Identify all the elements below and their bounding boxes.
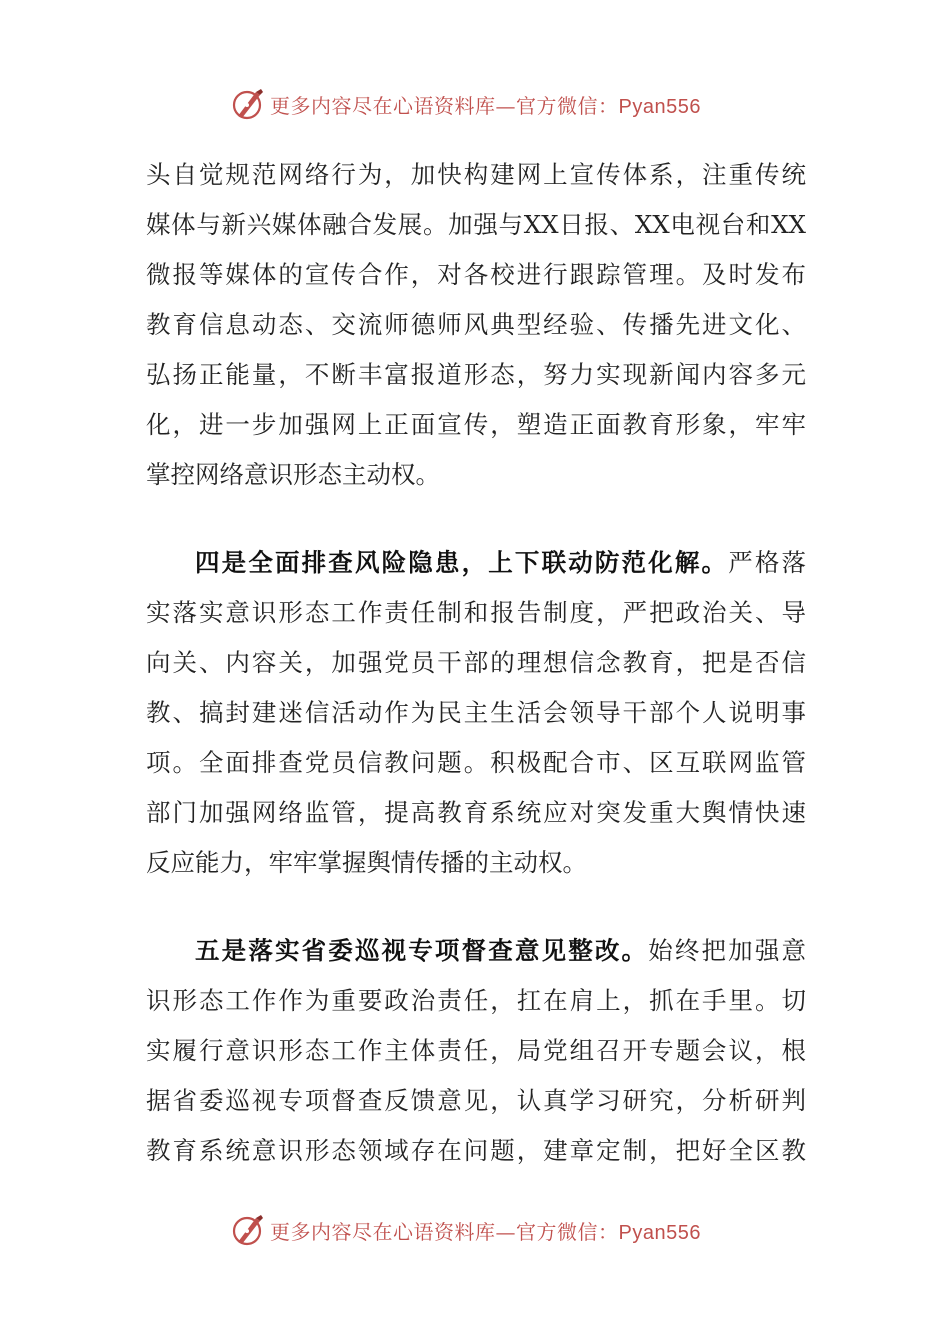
- watermark-text: 更多内容尽在心语资料库—: [270, 1219, 516, 1244]
- text-line: 教育信息动态、交流师德师风典型经验、传播先进文化、: [146, 310, 806, 339]
- text-line: 反应能力，牢牢掌握舆情传播的主动权。: [146, 848, 587, 877]
- text-line: 弘扬正能量，不断丰富报道形态，努力实现新闻内容多元: [146, 360, 806, 389]
- text-line: 掌控网络意识形态主动权。: [146, 460, 440, 489]
- watermark-wechat: 官方微信：Pyan556: [516, 95, 701, 118]
- paragraph-heading: 五是落实省委巡视专项督查意见整改。: [195, 936, 649, 965]
- text-line: 据省委巡视专项督查反馈意见，认真学习研究，分析研判: [146, 1086, 806, 1115]
- pen-nib-logo-icon: [230, 1212, 266, 1248]
- text-line: 教、搞封建迷信活动作为民主生活会领导干部个人说明事: [146, 698, 806, 727]
- paragraph-4: [146, 538, 806, 888]
- text-line: 实履行意识形态工作主体责任，局党组召开专题会议，根: [146, 1036, 806, 1065]
- text-line: 实落实意识形态工作责任制和报告制度，严把政治关、导: [146, 598, 806, 627]
- paragraph-3-continuation: [146, 150, 806, 500]
- watermark-wechat: 官方微信：Pyan556: [516, 1221, 701, 1244]
- text-run: 始终把加强意: [648, 936, 806, 965]
- text-line: 头自觉规范网络行为，加快构建网上宣传体系，注重传统: [146, 160, 806, 189]
- paragraph-first-line: [146, 538, 806, 588]
- text-line: 部门加强网络监管，提高教育系统应对突发重大舆情快速: [146, 798, 806, 827]
- text-line: 微报等媒体的宣传合作，对各校进行跟踪管理。及时发布: [146, 260, 806, 289]
- text-line: 项。全面排查党员信教问题。积极配合市、区互联网监管: [146, 748, 806, 777]
- text-run: 严格落: [728, 548, 807, 577]
- text-line: 媒体与新兴媒体融合发展。加强与XX日报、XX电视台和XX: [146, 210, 806, 239]
- paragraph-first-line: [146, 926, 806, 976]
- pen-nib-logo-icon: [230, 86, 266, 122]
- paragraph-heading: 四是全面排查风险隐患，上下联动防范化解。: [195, 548, 729, 577]
- text-line: 向关、内容关，加强党员干部的理想信念教育，把是否信: [146, 648, 806, 677]
- text-line: 识形态工作作为重要政治责任，扛在肩上，抓在手里。切: [146, 986, 806, 1015]
- paragraph-5: [146, 926, 806, 1176]
- text-line: 化，进一步加强网上正面宣传，塑造正面教育形象，牢牢: [146, 410, 806, 439]
- footer-watermark: [0, 1210, 950, 1250]
- document-body: [146, 150, 806, 1176]
- watermark-text: 更多内容尽在心语资料库—: [270, 93, 516, 118]
- text-line: 教育系统意识形态领域存在问题，建章定制，把好全区教: [146, 1136, 806, 1165]
- header-watermark: [0, 84, 950, 124]
